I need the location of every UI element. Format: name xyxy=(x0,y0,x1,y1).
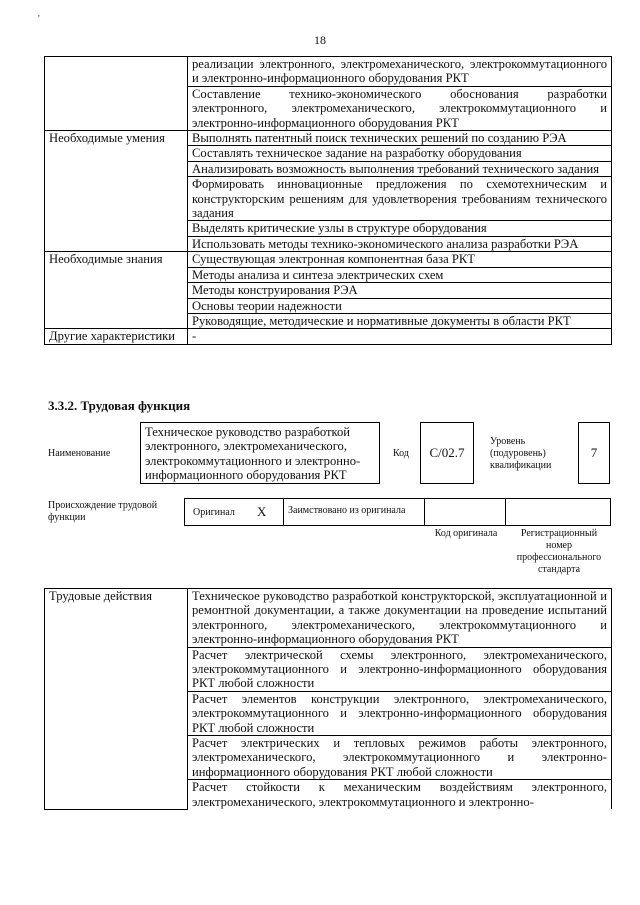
row-label-skills: Необходимые умения xyxy=(45,131,188,252)
row-label-knowledge: Необходимые знания xyxy=(45,252,188,329)
table-cell: Расчет электрической схемы электронного, электромеханического, электрокоммутационного и электронно-информационного оборудования РКТ любой сложности xyxy=(188,647,612,691)
table-row xyxy=(45,589,612,648)
level-box xyxy=(578,422,610,484)
borrowed-box xyxy=(283,498,425,526)
section-heading: 3.3.2. Трудовая функция xyxy=(48,398,191,413)
corner-mark: ' xyxy=(38,14,40,25)
row-label xyxy=(45,57,188,131)
table-cell: Составлять техническое задание на разработку оборудования xyxy=(188,146,612,161)
original-box xyxy=(184,498,284,526)
name-label: Наименование xyxy=(48,448,111,459)
code-box xyxy=(420,422,474,484)
row-label-other: Другие характеристики xyxy=(45,329,188,344)
level-value: 7 xyxy=(590,445,598,460)
table-cell: Основы теории надежности xyxy=(188,298,612,313)
reg-caption: Регистрационный номер профессионального стандарта xyxy=(516,528,602,575)
original-code-box xyxy=(424,498,506,526)
table-cell: Использовать методы технико-экономического анализа разработки РЭА xyxy=(188,236,612,251)
table-cell: Методы анализа и синтеза электрических схем xyxy=(188,267,612,282)
table-cell: - xyxy=(188,329,612,344)
borrowed-label: Заимствовано из оригинала xyxy=(288,505,406,516)
table-row xyxy=(45,57,612,87)
code-label: Код xyxy=(393,448,409,459)
function-name: Техническое руководство разработкой электронного, электромеханического, электрокоммутационного и электронно-информационного оборудования РКТ xyxy=(145,425,361,483)
table-cell: Существующая электронная компонентная база РКТ xyxy=(188,252,612,267)
table-cell: Расчет элементов конструкции электронного, электромеханического, электрокоммутационного и электронно-информационного оборудования РКТ любой сложности xyxy=(188,691,612,735)
table-cell: Выделять критические узлы в структуре оборудования xyxy=(188,221,612,236)
table-cell: Руководящие, методические и нормативные документы в области РКТ xyxy=(188,313,612,328)
function-name-box xyxy=(140,422,380,484)
table-row xyxy=(45,131,612,146)
table-row xyxy=(45,329,612,344)
origin-label: Происхождение трудовой функции xyxy=(48,500,158,523)
page-number: 18 xyxy=(314,33,326,47)
table-cell: Выполнять патентный поиск технических решений по созданию РЭА xyxy=(188,131,612,146)
table-cell: Составление технико-экономического обоснования разработки электронного, электромеханического, электрокоммутационного и электронно-информационного оборудования РКТ xyxy=(188,86,612,130)
code-value: С/02.7 xyxy=(429,445,465,460)
original-label: Оригинал xyxy=(193,507,235,518)
labor-actions-table xyxy=(44,588,612,810)
table-cell: Формировать инновационные предложения по схемотехническим и конструкторским решениям для удовлетворения требованиям технического задания xyxy=(188,177,612,221)
table-cell: Техническое руководство разработкой конструкторской, эксплуатационной и ремонтной документации, а также документации на проведение испытаний электронного, электромеханического, электрокоммутационного и электронно-информационного оборудования РКТ xyxy=(188,589,612,648)
table-row xyxy=(45,252,612,267)
table-cell: реализации электронного, электромеханического, электрокоммутационного и электронно-информационного оборудования РКТ xyxy=(188,57,612,87)
level-label: Уровень (подуровень) квалификации xyxy=(490,436,552,471)
original-mark: X xyxy=(257,504,267,519)
row-label-actions: Трудовые действия xyxy=(45,589,188,810)
table-cell: Методы конструирования РЭА xyxy=(188,283,612,298)
table-cell: Расчет электрических и тепловых режимов работы электронного, электромеханического, электрокоммутационного и электронно-информационного оборудования РКТ любой сложности xyxy=(188,736,612,780)
table-cell: Анализировать возможность выполнения требований технического задания xyxy=(188,161,612,176)
reg-number-box xyxy=(505,498,611,526)
table-cell: Расчет стойкости к механическим воздействиям электронного, электромеханического, электрокоммутационного и электронно- xyxy=(188,780,612,809)
requirements-table xyxy=(44,56,612,345)
code-caption: Код оригинала xyxy=(434,528,498,539)
